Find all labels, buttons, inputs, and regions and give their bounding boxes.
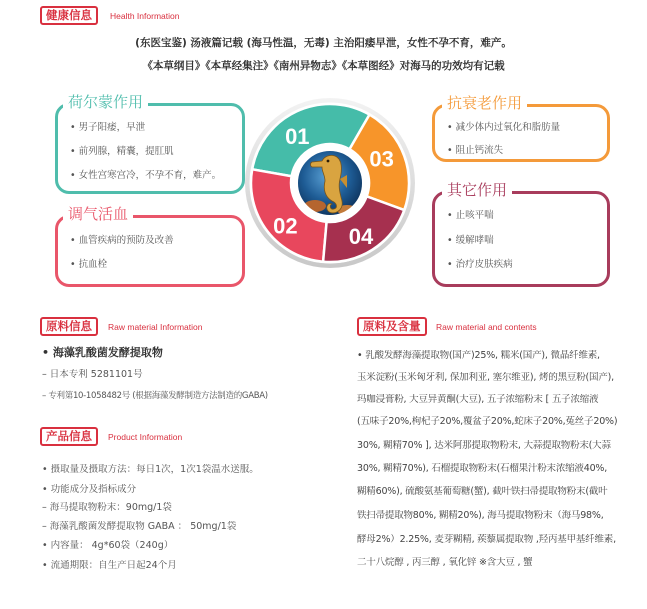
ingredients-line: 铁扫帚提取物80%, 糊精20%), 海马提取物粉末（海马98%, [357,510,604,521]
ingredients-tag: 原料及含量 [357,317,427,336]
ingredients-line: 30%, 糊精70%), 石榴提取物粉末(石榴果汁粉末浓缩液40%, [357,463,608,474]
blood-effect-item: • 抗血栓 [70,259,108,270]
raw-material-info-tag: 原料信息 [40,317,98,336]
ingredients-line: 玉米淀粉(玉米匈牙利, 保加利亚, 塞尔维亚), 烤的黑豆粉(国产), [357,372,614,383]
ingredients-line: (五味子20%,枸杞子20%,覆盆子20%,蛇床子20%,菟丝子20%) [357,416,618,427]
ingredients-line: 玛咖浸膏粉, 大豆异黄酮(大豆), 五子浓缩粉末 [ 五子浓缩液 [357,394,599,405]
ingredients-line: 酵母2%）2.25%, 麦芽糊精, 蒺藜属提取物 ,羟丙基甲基纤维素, [357,534,616,545]
ingredients-subtitle: Raw material and contents [436,322,537,332]
ingredients-line: 糊精60%), 硫酸氨基葡萄糖(蟹), 截叶铁扫帚提取物粉末(截叶 [357,486,608,497]
blood-effect-title: 调气活血 [63,205,133,223]
health-intro-line: 《本草纲目》《本草经集注》《南州异物志》《本草图经》对海马的功效均有记载 [142,60,505,72]
segment-label-04: 04 [348,224,374,250]
product-info-subtitle: Product Information [108,432,183,442]
health-intro-line: (东医宝鉴) 汤液篇记载 (海马性温，无毒) 主治阳痿早泄，女性不孕不育，难产。 [135,37,512,49]
ingredients-line: 30%, 糊精70% ], 达米阿那提取物粉末, 大蒜提取物粉末(大蒜 [357,440,611,451]
anti-aging-effect-item: • 阻止钙流失 [447,145,504,156]
product-info-item: • 功能成分及指标成分 [42,484,137,495]
hormone-effect-item: • 前列腺，精囊，提肛肌 [70,146,174,157]
other-effect-item: • 缓解哮喘 [447,235,494,246]
raw-material-item: – 日本专利 5281101号 [42,369,143,380]
anti-aging-effect-title: 抗衰老作用 [442,94,527,112]
hormone-effect-title: 荷尔蒙作用 [63,93,148,111]
product-info-item: • 摄取量及摄取方法：每日1次，1次1袋温水送服。 [42,464,259,475]
health-info-subtitle: Health Information [110,11,180,21]
raw-material-info-subtitle: Raw material Information [108,322,203,332]
raw-material-item: – 专利第10-1058482号 (根据海藻发酵制造方法制造的GABA) [42,391,268,401]
anti-aging-effect-item: • 减少体内过氧化和脂肪量 [447,122,561,133]
health-info-tag: 健康信息 [40,6,98,25]
ingredients-line: 二十八烷醇 , 丙三醇 , 氧化锌 ※含大豆 , 蟹 [357,557,533,568]
product-info-item: • 内容量： 4g*60袋（240g） [42,540,174,551]
other-effect-title: 其它作用 [442,181,512,199]
product-info-item: – 海马提取物粉末：90mg/1袋 [42,502,172,513]
blood-effect-box [55,215,245,287]
other-effect-item: • 止咳平喘 [447,210,494,221]
product-info-item: • 流通期限：自生产日起24个月 [42,560,177,571]
product-info-tag: 产品信息 [40,427,98,446]
segment-label-02: 02 [273,213,298,239]
segment-label-03: 03 [369,146,394,172]
product-info-item: – 海藻乳酸菌发酵提取物 GABA ： 50mg/1袋 [42,521,237,532]
hormone-effect-item: • 女性宫寒宫冷，不孕不育，难产。 [70,170,222,181]
raw-material-item: • 海藻乳酸菌发酵提取物 [42,346,163,359]
segment-label-01: 01 [285,123,310,149]
seahorse-eye [327,160,330,163]
hormone-effect-item: • 男子阳痿，早泄 [70,122,146,133]
blood-effect-item: • 血管疾病的预防及改善 [70,235,174,246]
ingredients-line: • 乳酸发酵海藻提取物(国产)25%, 糯米(国产), 微晶纤维素, [357,350,600,361]
other-effect-item: • 治疗皮肤疾病 [447,259,513,270]
effects-diagram [240,93,420,273]
